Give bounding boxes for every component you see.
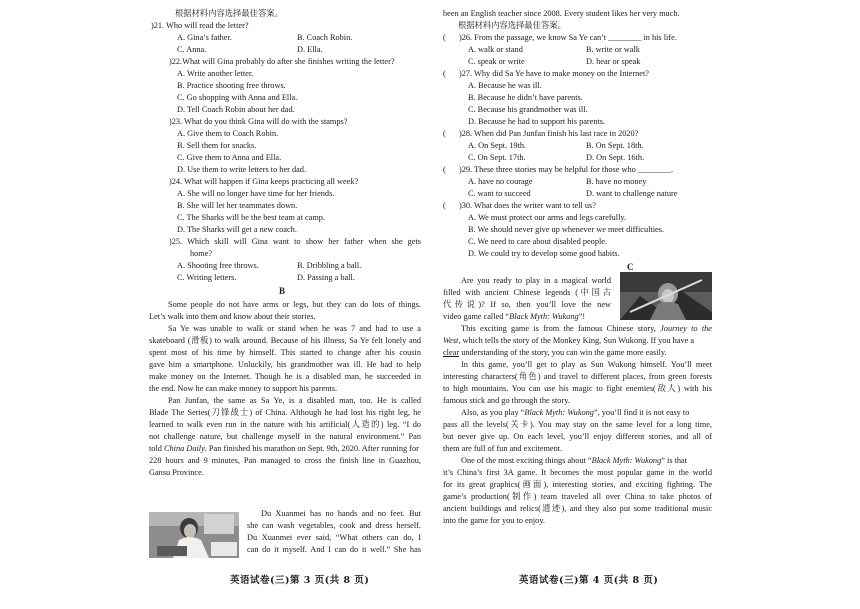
instructions: 根据材料内容选择最佳答案。 (458, 21, 566, 30)
paragraph-line: filled with ancient Chinese legends (中国古 (443, 288, 611, 297)
paragraph-line: One of the most exciting things about “Black Myth: Wukong” is that (461, 456, 688, 465)
option: A. We must protect our arms and legs carefully. (468, 213, 627, 222)
paragraph-line: Pan Junfan, the same as Sa Ye, is a disabled man, too. He is called (168, 396, 421, 405)
answer-bracket: ( (443, 129, 446, 138)
paragraph-line: famous stick and go through the story. (443, 396, 570, 405)
book-title: Journey to the (660, 324, 712, 333)
option: A. On Sept. 19th. (468, 141, 527, 150)
option: C. We need to care about disabled people. (468, 237, 608, 246)
answer-bracket: ( (443, 201, 446, 210)
option: A. She will no longer have time for her friends. (177, 189, 335, 198)
option: B. We should never give up whenever we meet difficulties. (468, 225, 665, 234)
paragraph-line: West, which tells the story of the Monkey King, Sun Wukong. If you have a (443, 336, 695, 345)
question-23: )23. What do you think Gina will do with the stamps? (169, 117, 348, 126)
paragraph-line: gave him a smartphone. Unluckily, his grandmother was ill. He had to help (149, 360, 421, 369)
option: A. Because he was ill. (468, 81, 542, 90)
paragraph-line: told China Daily. Pan finished his marathon on Sept. 9th, 2020. After running for (149, 444, 419, 453)
question-25: )25. Which skill will Gina want to show her father when she gets (169, 237, 421, 246)
question-30: )30. What does the writer want to tell us? (459, 201, 596, 210)
wukong-image (620, 272, 712, 320)
paragraph-line: Also, as you play “Black Myth: Wukong”, you’ll find it is not easy to (461, 408, 690, 417)
question-24: )24. What will happen if Gina keeps practicing all week? (169, 177, 359, 186)
paragraph-line: ancient buildings and relics(遗迹), and they also put some traditional music (443, 504, 712, 513)
instructions: 根据材料内容选择最佳答案。 (175, 9, 283, 18)
book-title-cont: West (443, 336, 459, 345)
option: C. want to succeed (468, 189, 531, 198)
page-footer: 英语试卷(三)第 4 页(共 8 页) (519, 575, 659, 586)
option: B. write or walk (586, 45, 640, 54)
option: B. Practice shooting free throws. (177, 81, 286, 90)
paragraph-line: Du Xuanmei ever said, “What others can do, I (247, 533, 421, 542)
paragraph-line: them are full of fun and excitement. (443, 444, 563, 453)
answer-bracket: ( (443, 33, 446, 42)
paragraph-line: she can wash vegetables, cook and dress herself. (247, 521, 421, 530)
option: A. Write another letter. (177, 69, 254, 78)
du-xuanmei-photo (149, 512, 239, 558)
paragraph-line: into the game for you to enjoy. (443, 516, 545, 525)
option: A. walk or stand (468, 45, 523, 54)
paragraph-line: it’s China’s first 3A game. It becomes the most popular game in the world (443, 468, 712, 477)
option: B. She will let her teammates down. (177, 201, 298, 210)
paragraph-line: Let’s walk into them and know about their stories. (149, 312, 316, 321)
paragraph-line: interesting characters(角色) and travel to different places, from green forests (443, 372, 712, 381)
option: D. hear or speak (586, 57, 641, 66)
paragraph-line: Blade The Series(刀锋战士) of China. Although he had lost his right leg, he (149, 408, 421, 417)
option: C. Go shopping with Anna and Ella. (177, 93, 298, 102)
paragraph-line: Gansu Province. (149, 468, 204, 477)
option: C. Give them to Anna and Ella. (177, 153, 282, 162)
paragraph-line: game’s production(制作) team traveled all over China to take photos of (443, 492, 712, 501)
page-footer: 英语试卷(三)第 3 页(共 8 页) (230, 575, 370, 586)
option: B. have no money (586, 177, 647, 186)
paragraph-line: Du Xuanmei has no hands and no feet. But (261, 509, 421, 518)
paragraph-line: not challenge nature, but challenge myself in the natural environment.” Pan (149, 432, 421, 441)
question-21: )21. Who will read the letter? (151, 21, 249, 30)
paragraph-line: for its great graphics(画面), interesting stories, and exciting fighting. The (443, 480, 712, 489)
option: A. Give them to Coach Robin. (177, 129, 279, 138)
paragraph-line: been an English teacher since 2008. Every student likes her very much. (443, 9, 680, 18)
paragraph-line: but never give up. On each level, you’ll enjoy different stories, and all of (443, 432, 712, 441)
paragraph-line: spent most of his time by himself. This started to change after his cousin (149, 348, 421, 357)
option: B. Sell them for snacks. (177, 141, 257, 150)
game-title: Black Myth: Wukong (524, 408, 594, 417)
paragraph-line: Are you ready to play in a magical world (461, 276, 611, 285)
question-28: )28. When did Pan Junfan finish his last race in 2020? (459, 129, 639, 138)
paragraph-line: 228 hours and 9 minutes, Pan managed to cross the finish line in Guazhou, (149, 456, 421, 465)
answer-bracket: ( (443, 69, 446, 78)
answer-bracket: ( (443, 165, 446, 174)
paragraph-line: pass all the levels(关卡). You may stay on the same level for a long time, (443, 420, 712, 429)
option: D. The Sharks will get a new coach. (177, 225, 297, 234)
underlined-word: clear (443, 348, 460, 357)
paragraph-line: clear understanding of the story, you can win the game more easily. (443, 348, 667, 357)
paragraph-line: Sa Ye was unable to walk or stand when he was 7 and had to use a (168, 324, 421, 333)
option: C. Writing letters. (177, 273, 237, 282)
paragraph-line: the end. Now he can make money to support his parents. (149, 384, 338, 393)
option: C. On Sept. 17th. (468, 153, 526, 162)
paragraph-line: This exciting game is from the famous Chinese story, Journey to the (461, 324, 712, 333)
option: D. Ella. (297, 45, 323, 54)
question-27: )27. Why did Sa Ye have to make money on the Internet? (459, 69, 649, 78)
option: A. Shooting free throws. (177, 261, 259, 270)
game-title: Black Myth: Wukong (591, 456, 662, 465)
game-title: Black Myth: Wukong (509, 312, 579, 321)
paragraph-line: skateboard (滑板) to walk around. Because of his illness, Sa Ye felt lonely and (149, 336, 421, 345)
question-22: )22.What will Gina probably do after she finishes writing the letter? (169, 57, 395, 66)
paragraph-line: video game called “Black Myth: Wukong”! (443, 312, 586, 321)
paragraph-line: make money on the Internet. Though he is a disabled man, he succeeded in (149, 372, 421, 381)
option: C. Because his grandmother was ill. (468, 105, 588, 114)
option: D. On Sept. 16th. (586, 153, 645, 162)
option: D. Use them to write letters to her dad. (177, 165, 307, 174)
paragraph-line: can do it myself. And I can do it well.” She has (247, 545, 421, 554)
option: D. We could try to develop some good habits. (468, 249, 620, 258)
option: A. Gina’s father. (177, 33, 232, 42)
question-25-cont: home? (190, 249, 213, 258)
paragraph-line: learned to walk even run in the nature with his artificial(人造的) leg. “I do (149, 420, 421, 429)
question-29: )29. These three stories may be helpful for those who ________. (459, 165, 674, 174)
option: D. Passing a ball. (297, 273, 355, 282)
option: D. Because he had to support his parents. (468, 117, 606, 126)
paragraph-line: Some people do not have arms or legs, but they can do lots of things. (168, 300, 421, 309)
option: C. Anna. (177, 45, 207, 54)
section-heading: C (627, 262, 634, 272)
option: D. want to challenge nature (586, 189, 678, 198)
option: B. Because he didn’t have parents. (468, 93, 583, 102)
option: B. Coach Robin. (297, 33, 353, 42)
paragraph-line: to high mountains. You can use his magic to fight enemies(敌人) with his (443, 384, 712, 393)
option: D. Tell Coach Robin about her dad. (177, 105, 295, 114)
paragraph-line: In this game, you’ll get to play as Sun Wukong himself. You’ll meet (461, 360, 712, 369)
paragraph-line: 代传说)? If so, then you’ll love the new (443, 300, 611, 309)
option: C. The Sharks will be the best team at camp. (177, 213, 326, 222)
section-heading: B (279, 286, 286, 296)
newspaper-title: China Daily (163, 444, 205, 453)
option: B. Dribbling a ball. (297, 261, 362, 270)
right-page (430, 0, 860, 609)
option: C. speak or write (468, 57, 525, 66)
option: A. have no courage (468, 177, 533, 186)
option: B. On Sept. 18th. (586, 141, 644, 150)
question-26: )26. From the passage, we know Sa Ye can’t ________ in his life. (459, 33, 677, 42)
